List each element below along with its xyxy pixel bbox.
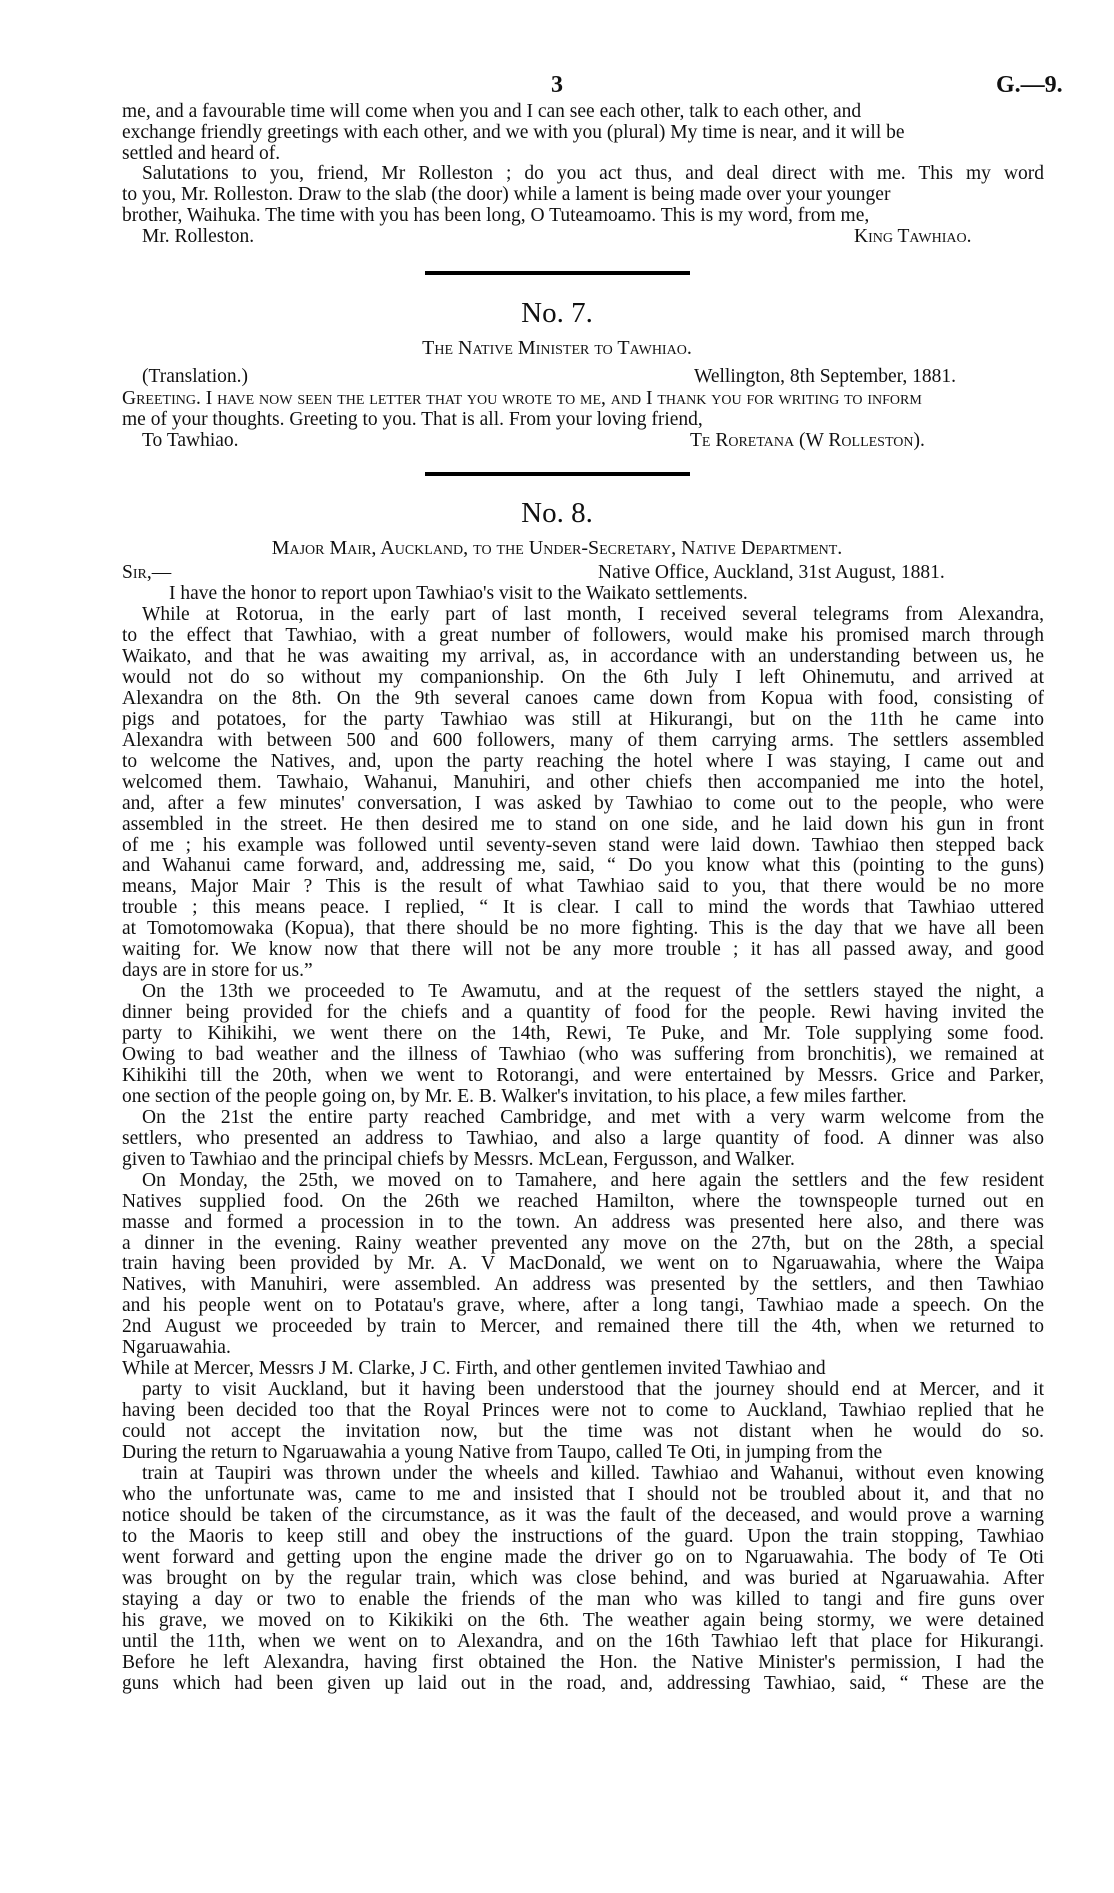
text-line: me of your thoughts. Greeting to you. That is all. From your loving friend, [122, 409, 703, 430]
text-line: masse and formed a procession in to the town. An address was presented here also, and there was [122, 1211, 1044, 1233]
text-line: waiting for. We know now that there will not be any more trouble ; it has all passed away, and good [122, 939, 1044, 961]
text-line: While at Rotorua, in the early part of last month, I received several telegrams from Alexandra, [142, 604, 1044, 625]
text-line: a dinner in the evening. Rainy weather prevented any move on the 27th, but on the 28th, a special [122, 1232, 1044, 1254]
text-line: having been decided too that the Royal Princes were not to come to Auckland, Tawhiao replied that he [122, 1400, 1044, 1422]
text-line: train having been provided by Mr. A. V MacDonald, we went on to Ngaruawahia, where the Waipa [122, 1253, 1044, 1275]
letter-recipient: To Tawhiao. [142, 430, 239, 451]
text-line: Ngaruawahia. [122, 1337, 231, 1359]
section-divider [425, 472, 690, 476]
letter-date: Wellington, 8th September, 1881. [694, 366, 956, 387]
letter-signature: King Tawhiao. [854, 226, 972, 247]
salutation: Sir,— [122, 562, 172, 583]
text-line: of me ; his example was followed until seventy-seven stand were laid down. Tawhiao then stepped back [122, 834, 1044, 856]
text-line: settlers, who presented an address to Tawhiao, and also a large quantity of food. A dinner was also [122, 1127, 1044, 1149]
letter-recipient: Mr. Rolleston. [142, 226, 255, 247]
text-line: Greeting. I have now seen the letter that you wrote to me, and I thank you for writing to inform [122, 388, 922, 409]
text-line: and his people went on to Potatau's grave, where, after a long tangi, Tawhiao made a speech. On the [122, 1295, 1044, 1317]
text-line: guns which had been given up laid out in the road, and, addressing Tawhiao, said, “ These are the [122, 1672, 1044, 1694]
text-line: settled and heard of. [122, 143, 281, 164]
document-reference: G.—9. [996, 72, 1063, 98]
translation-note: (Translation.) [142, 366, 248, 387]
text-line: On Monday, the 25th, we moved on to Tamahere, and here again the settlers and the few resident [142, 1169, 1044, 1191]
text-line: would not do so without my companionship. On the 6th July I left Ohinemutu, and arrived at [122, 666, 1044, 688]
text-line: at Tomotomowaka (Kopua), that there should be no more fighting. This is the day that we have all been [122, 918, 1044, 940]
text-line: brother, Waihuka. The time with you has been long, O Tuteamoamo. This is my word, from me, [122, 205, 870, 226]
text-line: notice should be taken of the circumstance, as it was the fault of the deceased, and would prove a warning [122, 1504, 1044, 1526]
section-heading-no8: No. 8. [521, 497, 593, 529]
text-line: his grave, we moved on to Kikikiki on the 6th. The weather again being stormy, we were detained [122, 1609, 1044, 1631]
text-line: means, Major Mair ? This is the result of what Tawhiao said to you, that there would be no more [122, 876, 1044, 898]
text-line: Natives supplied food. On the 26th we reached Hamilton, where the townspeople turned out en [122, 1190, 1044, 1212]
text-line: to the Maoris to keep still and obey the instructions of the guard. Upon the train stopping, Tawhiao [122, 1525, 1044, 1547]
text-line: During the return to Ngaruawahia a young Native from Taupo, called Te Oti, in jumping from the [122, 1442, 883, 1463]
text-line: given to Tawhiao and the principal chiefs by Messrs. McLean, Fergusson, and Walker. [122, 1148, 795, 1170]
text-line: Alexandra on the 8th. On the 9th several canoes came down from Kopua with food, consisting of [122, 687, 1044, 709]
text-line: I have the honor to report upon Tawhiao's visit to the Waikato settlements. [169, 583, 748, 604]
text-line: assembled in the street. He then desired me to stand on one side, and he laid down his gun in front [122, 813, 1044, 835]
text-line: until the 11th, when we went on to Alexandra, and on the 16th Tawhiao left that place for Hikurangi. [122, 1630, 1044, 1652]
text-line: to you, Mr. Rolleston. Draw to the slab (the door) while a lament is being made over your younger [122, 184, 891, 205]
text-line: Owing to bad weather and the illness of Tawhiao (who was suffering from bronchitis), we remained at [122, 1044, 1044, 1065]
text-line: On the 21st the entire party reached Cambridge, and met with a very warm welcome from the [142, 1106, 1044, 1128]
section-subheading-no8: Major Mair, Auckland, to the Under-Secretary, Native Department. [271, 537, 843, 559]
text-line: to the effect that Tawhiao, with a great number of followers, would make his promised march through [122, 625, 1044, 646]
text-line: and, after a few minutes' conversation, I was asked by Tawhiao to come out to the people, who were [122, 792, 1044, 814]
text-line: could not accept the invitation now, but the time was not distant when he would do so. [122, 1421, 1044, 1442]
text-line: train at Taupiri was thrown under the wheels and killed. Tawhiao and Wahanui, without even knowing [142, 1462, 1044, 1484]
text-line: While at Mercer, Messrs J M. Clarke, J C. Firth, and other gentlemen invited Tawhiao and [122, 1358, 826, 1380]
text-line: party to Kihikihi, we went there on the 14th, Rewi, Te Puke, and Mr. Tole supplying some food. [122, 1023, 1044, 1044]
text-line: Alexandra with between 500 and 600 followers, many of them carrying arms. The settlers assembled [122, 729, 1044, 751]
text-line: pigs and potatoes, for the party Tawhiao was still at Hikurangi, but on the 11th he came into [122, 708, 1044, 730]
text-line: was brought on by the regular train, which was close behind, and was buried at Ngaruawahia. After [122, 1567, 1044, 1589]
text-line: exchange friendly greetings with each other, and we with you (plural) My time is near, and it will be [122, 122, 905, 143]
text-line: to welcome the Natives, and, upon the party reaching the hotel where I was staying, I came out and [122, 750, 1044, 772]
page-number: 3 [551, 72, 563, 98]
letter-signature: Te Roretana (W Rolleston). [690, 430, 925, 451]
section-heading-no7: No. 7. [521, 297, 593, 329]
section-divider [425, 271, 690, 275]
text-line: who the unfortunate was, came to me and insisted that I should not be troubled about it, and that no [122, 1483, 1044, 1505]
text-line: me, and a favourable time will come when you and I can see each other, talk to each other, and [122, 101, 862, 122]
text-line: Salutations to you, friend, Mr Rolleston ; do you act thus, and deal direct with me. This my word [142, 163, 1044, 184]
letter-date: Native Office, Auckland, 31st August, 1881. [598, 562, 945, 583]
text-line: dinner being provided for the chiefs and a quantity of food for the people. Rewi having invited the [122, 1002, 1044, 1023]
text-line: Natives, with Manuhiri, were assembled. An address was presented by the settlers, and then Tawhiao [122, 1274, 1044, 1296]
section-subheading-no7: The Native Minister to Tawhiao. [422, 337, 692, 359]
text-line: welcomed them. Tawhaio, Wahanui, Manuhiri, and other chiefs then accompanied me into the hotel, [122, 771, 1044, 793]
text-line: staying a day or two to enable the friends of the man who was killed to tangi and fire guns over [122, 1588, 1044, 1610]
text-line: trouble ; this means peace. I replied, “ It is clear. I call to mind the words that Tawhiao uttered [122, 897, 1044, 919]
text-line: Before he left Alexandra, having first obtained the Hon. the Native Minister's permission, I had the [122, 1651, 1044, 1673]
text-line: party to visit Auckland, but it having been understood that the journey should end at Mercer, and it [142, 1379, 1044, 1401]
text-line: and Wahanui came forward, and, addressing me, said, “ Do you know what this (pointing to the guns) [122, 855, 1044, 877]
text-line: went forward and getting upon the engine made the driver go on to Ngaruawahia. The body of Te Oti [122, 1546, 1044, 1568]
text-line: 2nd August we proceeded by train to Mercer, and remained there till the 4th, when we returned to [122, 1316, 1044, 1338]
text-line: one section of the people going on, by Mr. E. B. Walker's invitation, to his place, a few miles farther. [122, 1085, 907, 1107]
text-line: Waikato, and that he was awaiting my arrival, as, in accordance with an understanding between us, he [122, 645, 1044, 667]
text-line: Kihikihi till the 20th, when we went to Rotorangi, and were entertained by Messrs. Grice and Parker, [122, 1064, 1044, 1086]
text-line: On the 13th we proceeded to Te Awamutu, and at the request of the settlers stayed the night, a [142, 981, 1044, 1003]
text-line: days are in store for us.” [122, 960, 313, 982]
